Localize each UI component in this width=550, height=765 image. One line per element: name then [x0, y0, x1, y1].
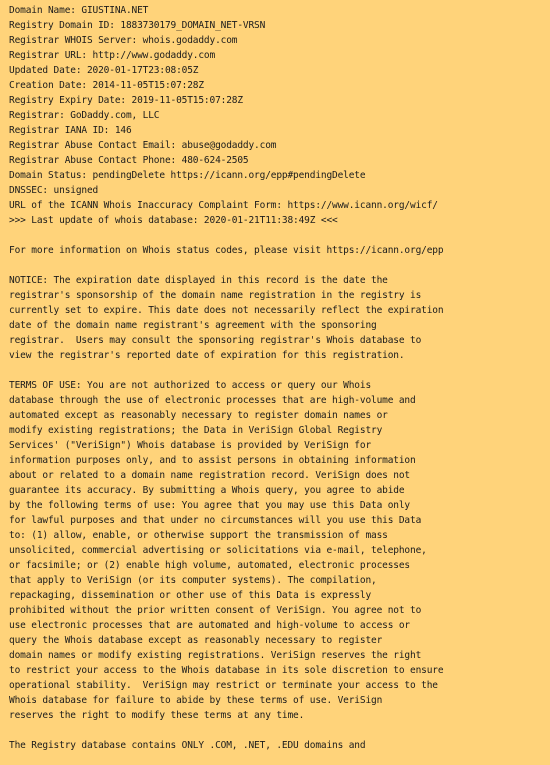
terms-line: modify existing registrations; the Data in VeriSign Global Registry [9, 425, 383, 436]
whois-record-text [9, 3, 547, 753]
registrar-url-line: Registrar URL: http://www.godaddy.com [9, 50, 216, 61]
registrar-whois-server-line: Registrar WHOIS Server: whois.godaddy.com [9, 35, 238, 46]
registry-expiry-date-line: Registry Expiry Date: 2019-11-05T15:07:28Z [9, 95, 243, 106]
terms-line: TERMS OF USE: You are not authorized to access or query our Whois [9, 380, 372, 391]
last-update-line: >>> Last update of whois database: 2020-01-21T11:38:49Z <<< [9, 215, 338, 226]
blank-line [9, 228, 547, 243]
status-info-line: For more information on Whois status codes, please visit https://icann.org/epp [9, 245, 444, 256]
domain-name-line: Domain Name: GIUSTINA.NET [9, 5, 149, 16]
notice-line: registrar's sponsorship of the domain name registration in the registry is [9, 290, 422, 301]
domain-status-line: Domain Status: pendingDelete https://icann.org/epp#pendingDelete [9, 170, 366, 181]
notice-line: view the registrar's reported date of expiration for this registration. [9, 350, 405, 361]
terms-line: query the Whois database except as reasonably necessary to register [9, 635, 383, 646]
abuse-email-line: Registrar Abuse Contact Email: abuse@godaddy.com [9, 140, 277, 151]
terms-line: domain names or modify existing registrations. VeriSign reserves the right [9, 650, 422, 661]
registrar-line: Registrar: GoDaddy.com, LLC [9, 110, 160, 121]
terms-paragraph [9, 378, 547, 723]
terms-line: to: (1) allow, enable, or otherwise support the transmission of mass [9, 530, 388, 541]
notice-line: currently set to expire. This date does not necessarily reflect the expiration [9, 305, 444, 316]
blank-line [9, 363, 547, 378]
notice-line: date of the domain name registrant's agreement with the sponsoring [9, 320, 377, 331]
abuse-phone-line: Registrar Abuse Contact Phone: 480-624-2505 [9, 155, 249, 166]
terms-line: or facsimile; or (2) enable high volume, automated, electronic processes [9, 560, 411, 571]
icann-complaint-url-line: URL of the ICANN Whois Inaccuracy Complaint Form: https://www.icann.org/wicf/ [9, 200, 438, 211]
creation-date-line: Creation Date: 2014-11-05T15:07:28Z [9, 80, 204, 91]
terms-line: to restrict your access to the Whois database in its sole discretion to ensure [9, 665, 444, 676]
terms-line: guarantee its accuracy. By submitting a Whois query, you agree to abide [9, 485, 405, 496]
notice-line: registrar. Users may consult the sponsoring registrar's Whois database to [9, 335, 422, 346]
notice-line: NOTICE: The expiration date displayed in this record is the date the [9, 275, 388, 286]
terms-line: use electronic processes that are automated and high-volume to access or [9, 620, 411, 631]
terms-line: operational stability. VeriSign may restrict or terminate your access to the [9, 680, 438, 691]
dnssec-line: DNSSEC: unsigned [9, 185, 99, 196]
terms-line: prohibited without the prior written consent of VeriSign. You agree not to [9, 605, 422, 616]
terms-line: Whois database for failure to abide by these terms of use. VeriSign [9, 695, 383, 706]
terms-line: unsolicited, commercial advertising or solicitations via e-mail, telephone, [9, 545, 427, 556]
terms-line: reserves the right to modify these terms at any time. [9, 710, 305, 721]
registrar-iana-id-line: Registrar IANA ID: 146 [9, 125, 132, 136]
terms-line: for lawful purposes and that under no circumstances will you use this Data [9, 515, 422, 526]
registry-note-line: The Registry database contains ONLY .COM, .NET, .EDU domains and [9, 740, 366, 751]
registry-domain-id-line: Registry Domain ID: 1883730179_DOMAIN_NET-VRSN [9, 20, 266, 31]
terms-line: that apply to VeriSign (or its computer systems). The compilation, [9, 575, 377, 586]
terms-line: by the following terms of use: You agree that you may use this Data only [9, 500, 411, 511]
terms-line: Services' ("VeriSign") Whois database is provided by VeriSign for [9, 440, 372, 451]
terms-line: information purposes only, and to assist persons in obtaining information [9, 455, 416, 466]
blank-line [9, 723, 547, 738]
terms-line: database through the use of electronic processes that are high-volume and [9, 395, 416, 406]
updated-date-line: Updated Date: 2020-01-17T23:08:05Z [9, 65, 199, 76]
terms-line: about or related to a domain name registration record. VeriSign does not [9, 470, 411, 481]
terms-line: automated except as reasonably necessary to register domain names or [9, 410, 388, 421]
terms-line: repackaging, dissemination or other use of this Data is expressly [9, 590, 372, 601]
notice-paragraph [9, 273, 547, 363]
blank-line [9, 258, 547, 273]
